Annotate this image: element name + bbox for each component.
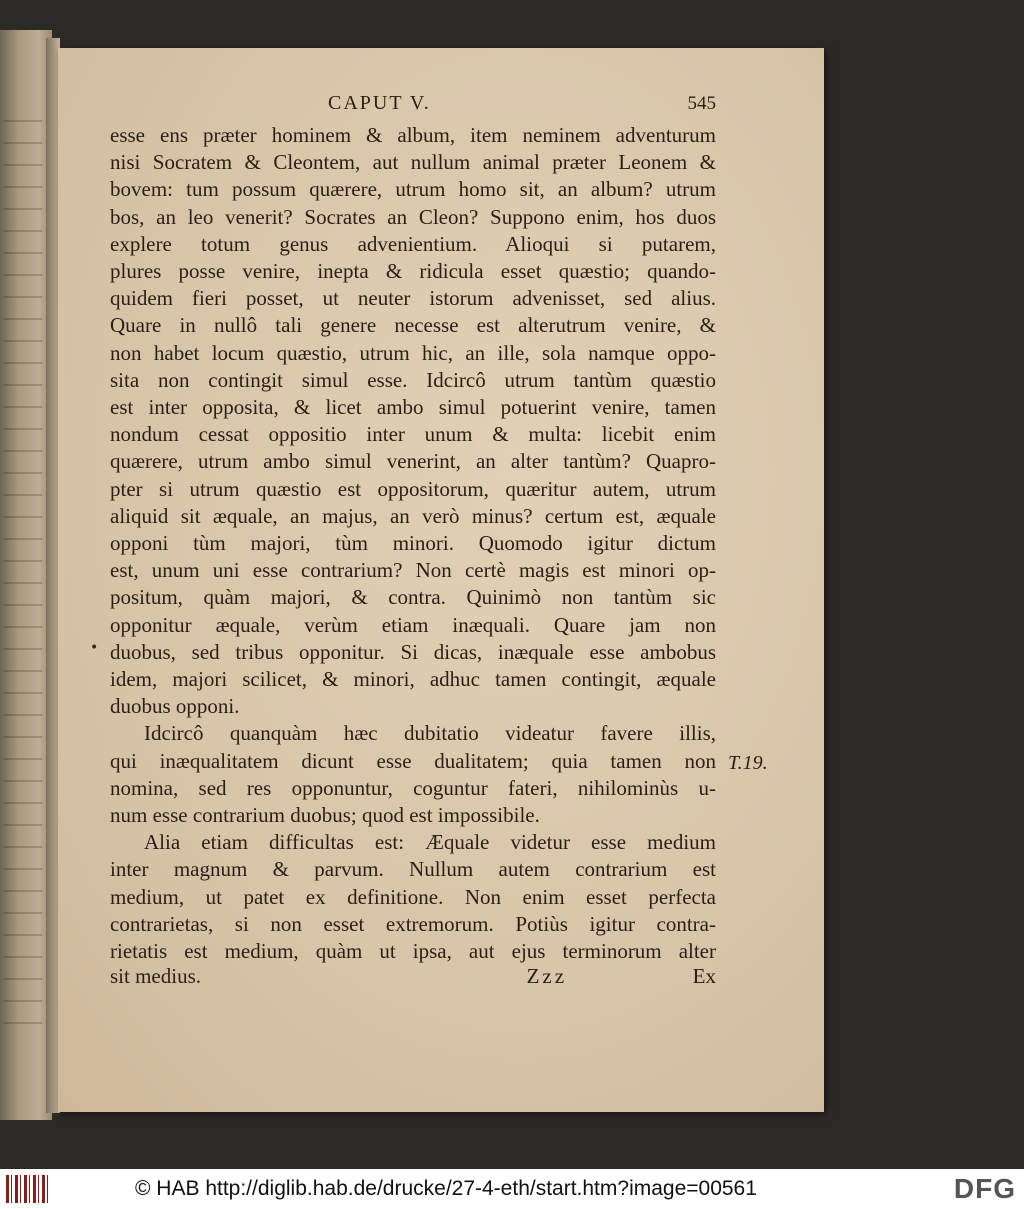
text-line: opponitur æquale, verùm etiam inæquali. Quare jam non [110,612,716,637]
hab-barcode-logo-icon [6,1175,48,1203]
text-line: explere totum genus advenientium. Alioqui si putarem, [110,231,716,256]
page-text [110,90,716,991]
text-line: Quare in nullô tali genere necesse est alterutrum venire, & [110,313,716,338]
text-line: medium, ut patet ex definitione. Non enim esset perfecta [110,884,716,909]
text-line: duobus opponi. [110,694,240,719]
text-line: duobus, sed tribus opponitur. Si dicas, inæquale esse ambobus [110,639,716,664]
text-line: quærere, utrum ambo simul venerint, an alter tantùm? Quapro- [110,449,716,474]
text-line: est, unum uni esse contrarium? Non certè magis est minori op- [110,558,716,583]
catchword: Ex [692,964,716,989]
text-line: qui inæqualitatem dicunt esse dualitatem; quia tamen non [110,748,716,773]
text-line: positum, quàm majori, & contra. Quinimò non tantùm sic [110,585,716,610]
text-line: bos, an leo venerit? Socrates an Cleon? Suppono enim, hos duos [110,204,716,229]
signature-mark: Zzz [526,964,568,989]
text-line: sit medius. [110,964,202,989]
text-line: pter si utrum quæstio est oppositorum, quæritur autem, utrum [110,476,716,501]
text-line: num esse contrarium duobus; quod est impossibile. [110,803,540,828]
text-line: opponi tùm majori, tùm minori. Quomodo igitur dictum [110,531,716,556]
text-line: idem, majori scilicet, & minori, adhuc tamen contingit, æquale [110,667,716,692]
margin-note: T.19. [728,752,768,774]
text-line: rietatis est medium, quàm ut ipsa, aut ejus terminorum alter [110,939,716,964]
text-line: inter magnum & parvum. Nullum autem contrarium est [110,857,716,882]
text-line: Alia etiam difficultas est: Æquale videtur esse medium [144,830,716,855]
text-line: non habet locum quæstio, utrum hic, an ille, sola namque oppo- [110,340,716,365]
last-line-with-signature [110,963,716,990]
text-line: nomina, sed res opponuntur, coguntur fateri, nihilominùs u- [110,775,716,800]
paragraph-1 [110,122,716,720]
paragraph-3 [110,829,716,990]
text-line: nondum cessat oppositio inter unum & multa: licebit enim [110,422,716,447]
facing-page-text-shadow [4,120,42,1040]
margin-bullet: • [90,640,99,656]
page-number: 545 [687,93,716,114]
text-line: nisi Socratem & Cleontem, aut nullum animal præter Leonem & [110,150,716,175]
text-line: contrarietas, si non esset extremorum. Potiùs igitur contra- [110,911,716,936]
copyright-link[interactable]: © HAB http://diglib.hab.de/drucke/27-4-eth/start.htm?image=00561 [135,1177,757,1200]
text-line: est inter opposita, & licet ambo simul potuerint venire, tamen [110,395,716,420]
paragraph-2 [110,720,716,829]
text-line: quidem fieri posset, ut neuter istorum advenisset, sed alius. [110,286,716,311]
text-line: aliquid sit æquale, an majus, an verò minus? certum est, æquale [110,503,716,528]
text-line: esse ens præter hominem & album, item neminem adventurum [110,123,716,147]
dfg-logo: DFG [953,1173,1016,1204]
text-line: Idcircô quanquàm hæc dubitatio videatur favere illis, [144,721,716,746]
text-line: sita non contingit simul esse. Idcircô utrum tantùm quæstio [110,367,716,392]
viewer-footer [0,1169,1024,1209]
chapter-heading: CAPUT V. [328,92,431,114]
facing-page-edge [0,30,52,1120]
running-head [110,90,716,122]
text-line: plures posse venire, inepta & ridicula esset quæstio; quando- [110,259,716,284]
text-line: bovem: tum possum quærere, utrum homo sit, an album? utrum [110,177,716,202]
